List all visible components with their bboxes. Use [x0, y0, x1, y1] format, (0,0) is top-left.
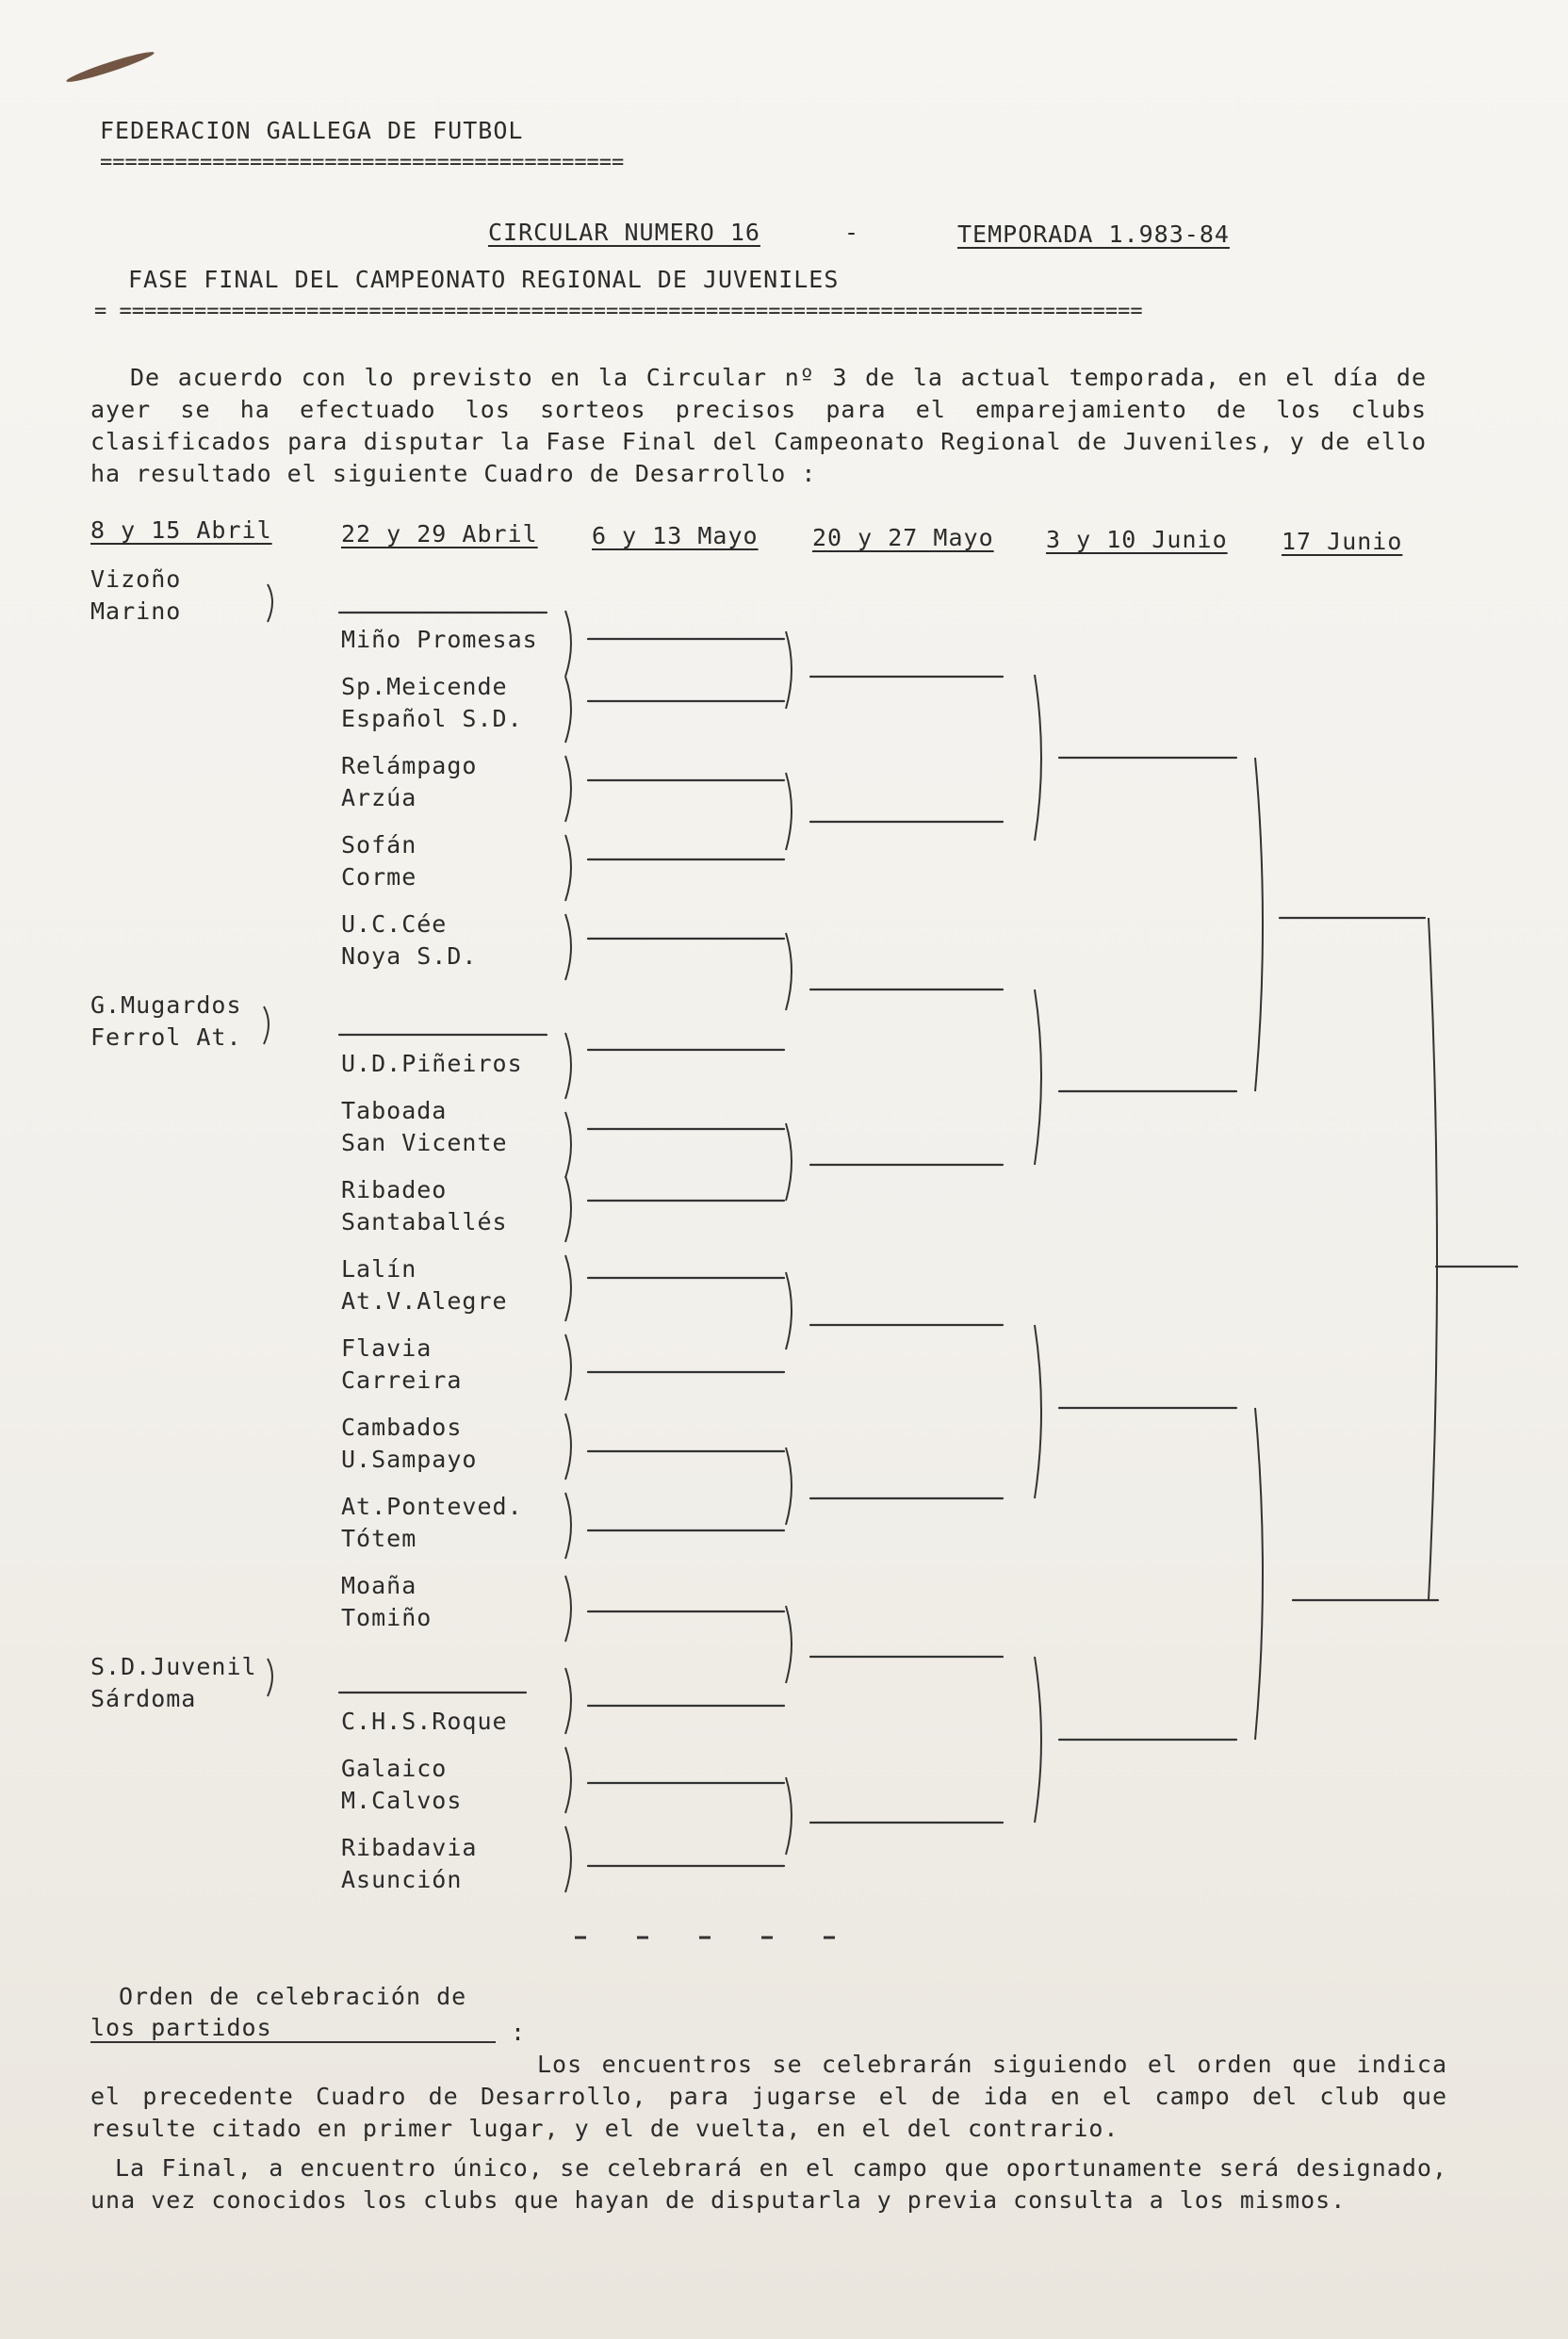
prelim-team: Vizoño: [90, 565, 182, 593]
team-name: M.Calvos: [341, 1787, 463, 1814]
team-name: At.V.Alegre: [341, 1287, 508, 1315]
intro-paragraph: De acuerdo con lo previsto en la Circular nº 3 de la actual temporada, en el día de ayer se ha efectuado los sorteos precisos para el emparejamiento de los clubs clasificados para disputar la Fase Final del Campeonato Regional de Juveniles, y de ello ha resultado el siguiente Cuadro de Desarrollo :: [90, 364, 1427, 487]
team-name: Taboada: [341, 1097, 448, 1124]
team-name: Ribadeo: [341, 1176, 448, 1203]
team-name: U.D.Piñeiros: [341, 1050, 523, 1077]
prelim-team: G.Mugardos: [90, 991, 242, 1019]
title-underline: = ==================================================================================: [94, 300, 1143, 323]
team-name: Santaballés: [341, 1208, 508, 1235]
team-name: Sp.Meicende: [341, 673, 508, 700]
team-name: Tótem: [341, 1525, 417, 1552]
team-name: Lalín: [341, 1255, 417, 1283]
order-label-line2: los partidos: [90, 2015, 496, 2043]
team-name: Ribadavia: [341, 1834, 478, 1861]
circular-number: CIRCULAR NUMERO 16: [488, 219, 760, 246]
order-paragraph-2: La Final, a encuentro único, se celebrará en el campo que oportunamente será designado, una vez conocidos los clubs que hayan de disputarla y previa consulta a los mismos.: [90, 2154, 1447, 2214]
team-name: U.C.Cée: [341, 910, 448, 938]
team-name: At.Ponteved.: [341, 1493, 523, 1520]
team-name: C.H.S.Roque: [341, 1708, 508, 1735]
order-colon: :: [511, 2019, 527, 2046]
team-name: U.Sampayo: [341, 1446, 478, 1473]
round-header-6: 17 Junio: [1282, 528, 1403, 555]
team-name: San Vicente: [341, 1129, 508, 1156]
team-name: Moaña: [341, 1572, 417, 1599]
team-name: Arzúa: [341, 784, 417, 811]
prelim-team: Sárdoma: [90, 1685, 197, 1712]
order-paragraph-1: Los encuentros se celebrarán siguiendo el orden que indica el precedente Cuadro de Desarrollo, para jugarse el de ida en el campo del club que resulte citado en primer lugar, y el de vuelta, en el del contrario.: [90, 2051, 1447, 2142]
team-name: Asunción: [341, 1866, 463, 1893]
team-name: Miño Promesas: [341, 626, 538, 653]
round-header-1: 8 y 15 Abril: [90, 516, 272, 544]
prelim-team: S.D.Juvenil: [90, 1653, 257, 1680]
season: TEMPORADA 1.983-84: [957, 221, 1230, 248]
round-header-5: 3 y 10 Junio: [1046, 526, 1228, 553]
header-separator: -: [844, 219, 860, 246]
round-header-3: 6 y 13 Mayo: [592, 522, 759, 549]
team-name: Carreira: [341, 1366, 463, 1394]
prelim-team: Ferrol At.: [90, 1023, 242, 1051]
team-name: Flavia: [341, 1334, 433, 1362]
team-name: Español S.D.: [341, 705, 523, 732]
document-title: FASE FINAL DEL CAMPEONATO REGIONAL DE JUVENILES: [128, 266, 840, 293]
team-name: Tomiño: [341, 1604, 433, 1631]
team-name: Sofán: [341, 831, 417, 859]
team-name: Corme: [341, 863, 417, 891]
team-name: Cambados: [341, 1414, 463, 1441]
team-name: Relámpago: [341, 752, 478, 779]
team-name: Galaico: [341, 1755, 448, 1782]
federation-underline: ==========================================: [100, 151, 625, 174]
round-header-4: 20 y 27 Mayo: [812, 524, 994, 551]
team-name: Noya S.D.: [341, 942, 478, 970]
prelim-team: Marino: [90, 597, 182, 625]
federation-name: FEDERACION GALLEGA DE FUTBOL: [100, 117, 524, 144]
round-header-2: 22 y 29 Abril: [341, 520, 538, 548]
order-label-line1: Orden de celebración de: [119, 1983, 467, 2010]
